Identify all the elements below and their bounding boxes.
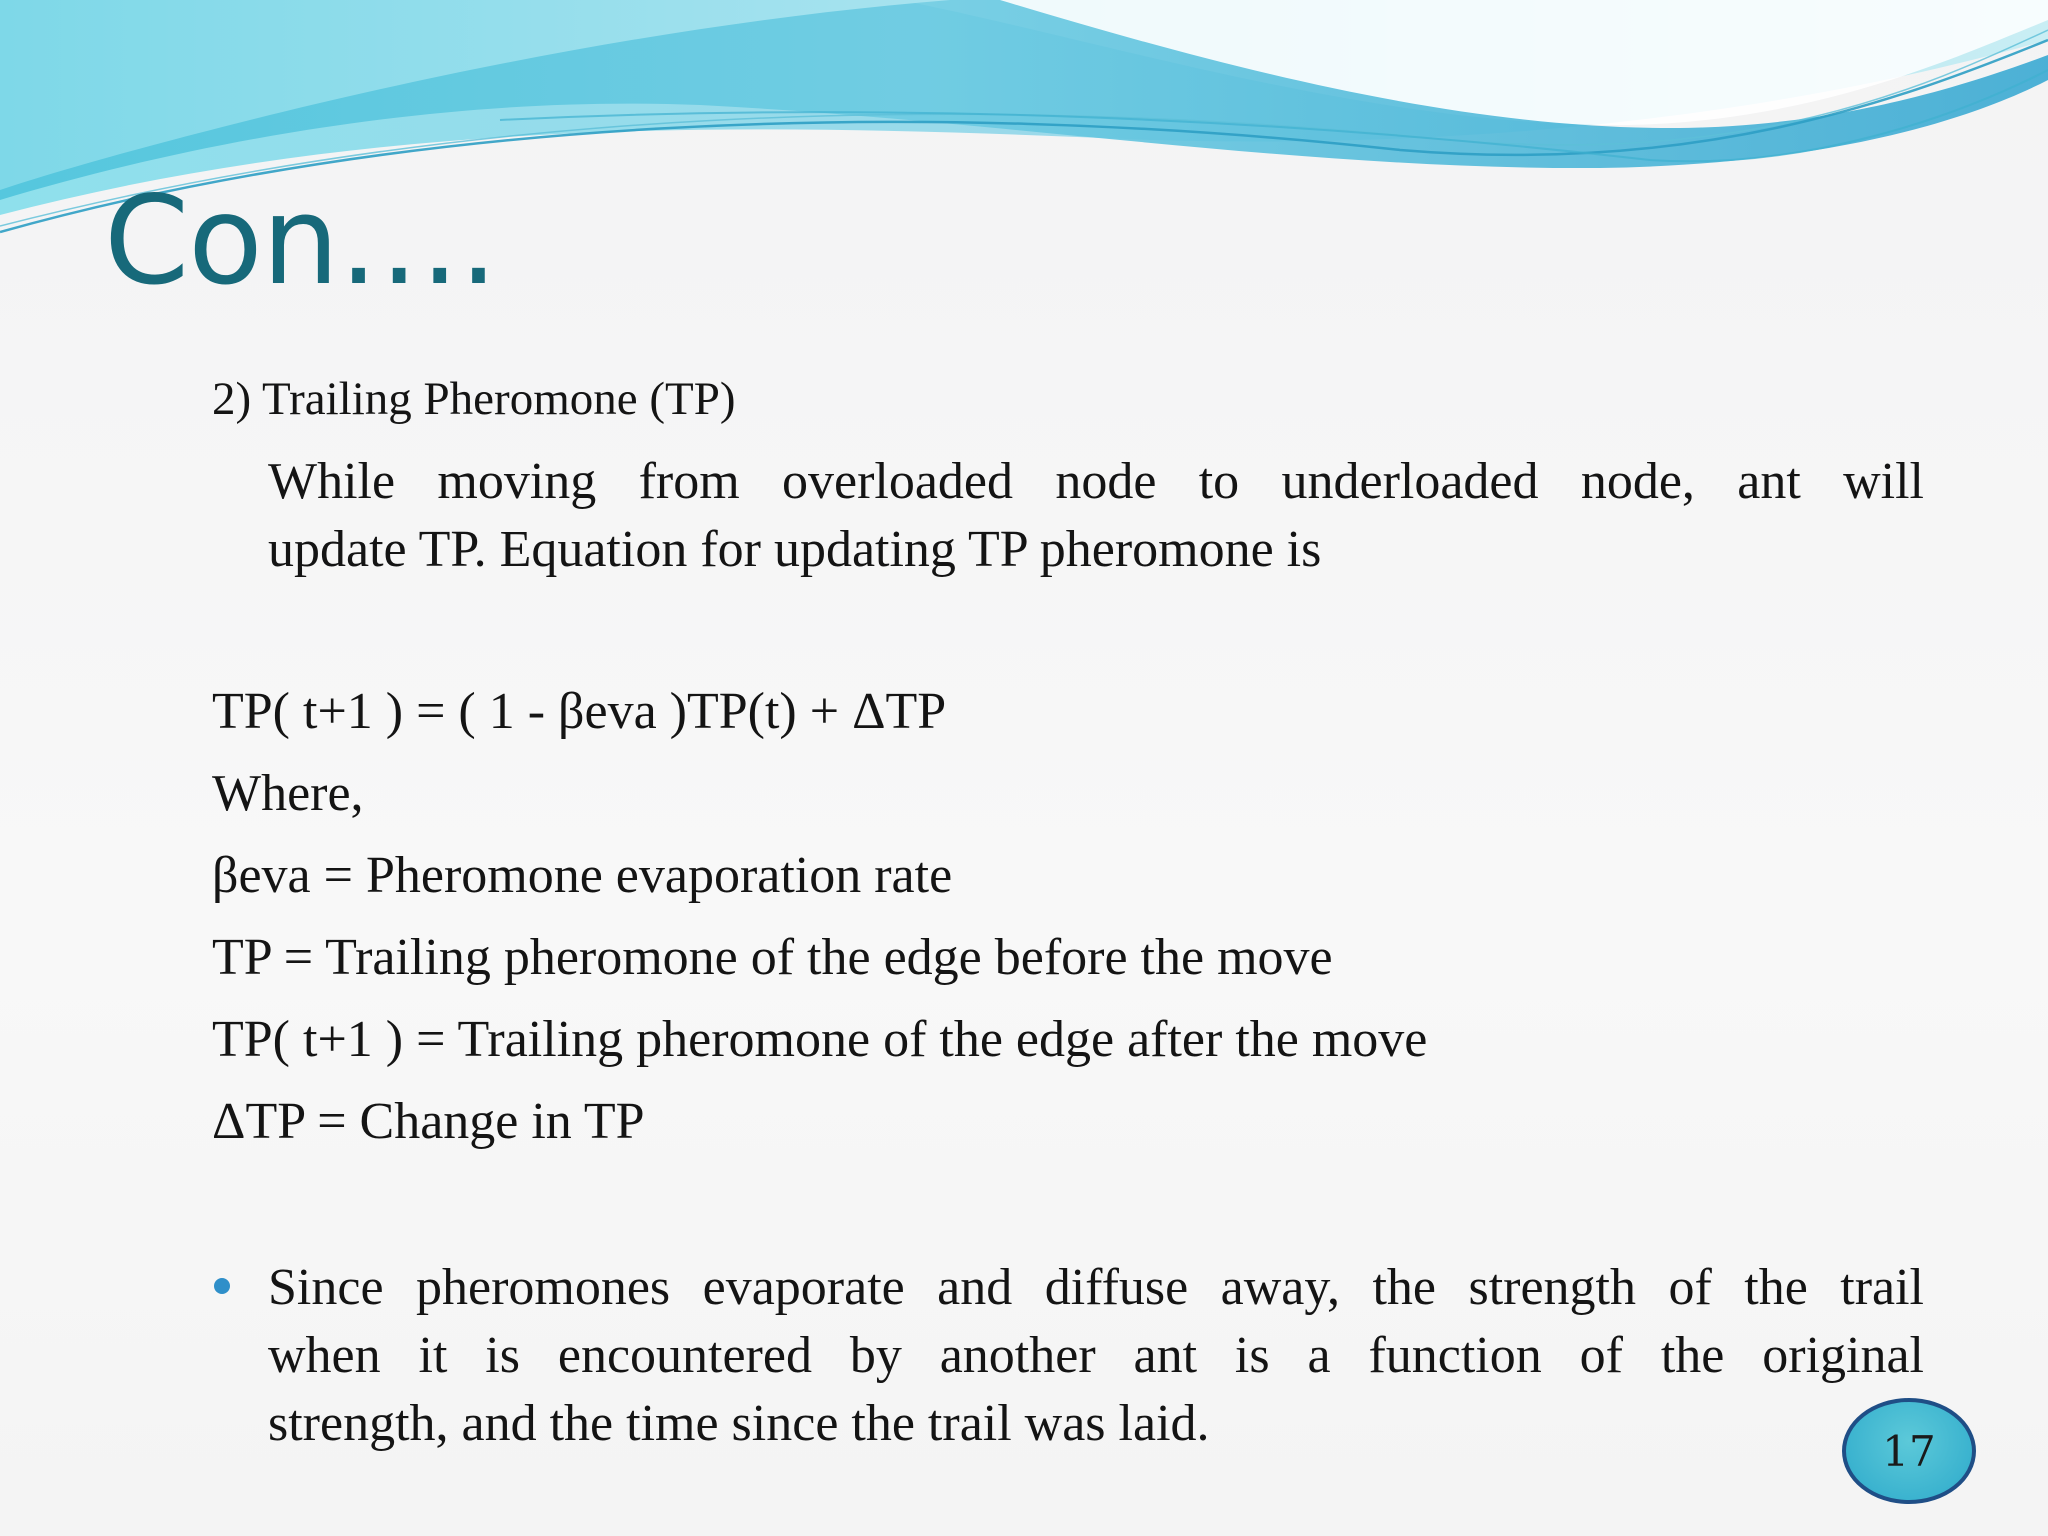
definition-list	[212, 683, 1428, 1178]
page-number: 17	[1882, 1426, 1936, 1476]
bullet-paragraph	[268, 1254, 1924, 1458]
definition-tp: TP = Trailing pheromone of the edge before the move	[212, 929, 1333, 986]
definition-beta-eva: βeva = Pheromone evaporation rate	[212, 847, 953, 904]
intro-line-1: While moving from overloaded node to underloaded node, ant will	[268, 453, 1924, 510]
bullet-line-1: Since pheromones evaporate and diffuse away, the strength of the trail	[268, 1259, 1924, 1316]
intro-paragraph	[268, 448, 1924, 584]
subheading: 2) Trailing Pheromone (TP)	[212, 373, 736, 425]
equation-line: TP( t+1 ) = ( 1 - βeva )TP(t) + ΔTP	[212, 683, 947, 740]
where-label: Where,	[212, 765, 364, 822]
definition-tp-t-plus-1: TP( t+1 ) = Trailing pheromone of the edge after the move	[212, 1011, 1428, 1068]
bullet-icon	[214, 1278, 230, 1294]
bullet-line-2: when it is encountered by another ant is a function of the original	[268, 1327, 1924, 1384]
definition-delta-tp: ΔTP = Change in TP	[212, 1093, 645, 1150]
intro-line-2: update TP. Equation for updating TP pheromone is	[268, 521, 1322, 578]
bullet-line-3: strength, and the time since the trail was laid.	[268, 1395, 1210, 1452]
slide-title: Con….	[104, 170, 497, 312]
page-number-badge	[1842, 1398, 1976, 1504]
